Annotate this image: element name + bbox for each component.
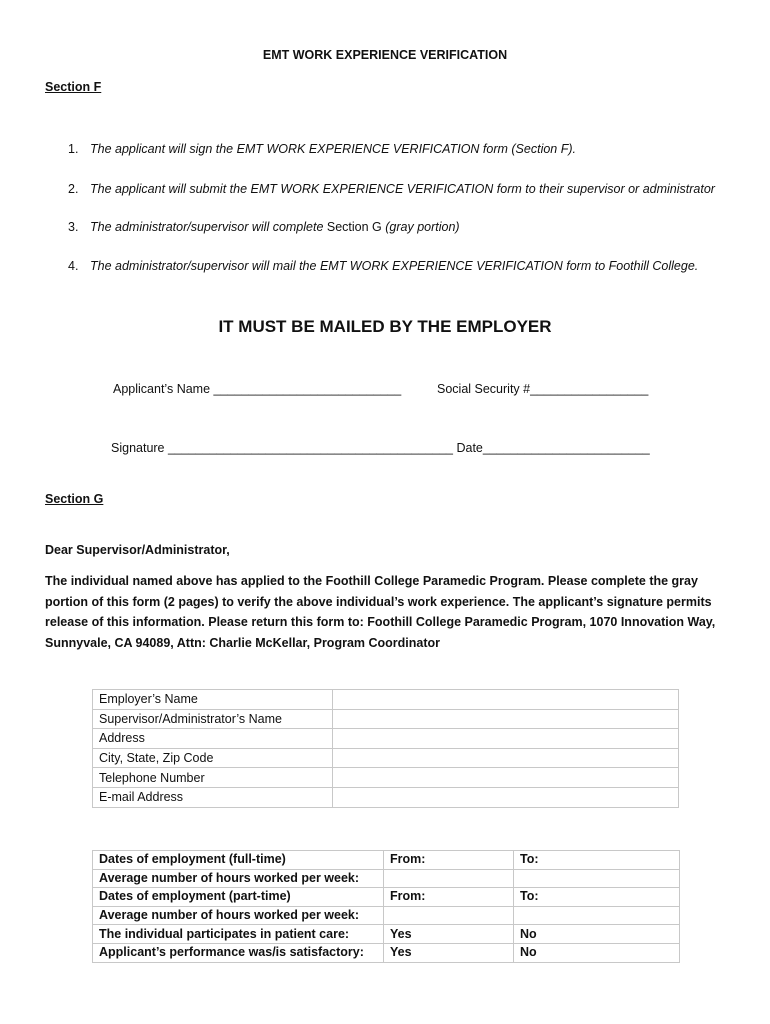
- mailed-notice: IT MUST BE MAILED BY THE EMPLOYER: [218, 317, 552, 336]
- no-option[interactable]: No: [514, 943, 680, 962]
- address-input[interactable]: [333, 729, 679, 749]
- step-number: 1.: [68, 142, 79, 156]
- row-label: Dates of employment (part-time): [93, 888, 384, 907]
- step-number: 3.: [68, 220, 79, 234]
- hours-cell[interactable]: [514, 906, 680, 925]
- row-label: Supervisor/Administrator’s Name: [93, 709, 333, 729]
- to-cell[interactable]: To:: [514, 851, 680, 870]
- row-label: Address: [93, 729, 333, 749]
- yes-option[interactable]: Yes: [384, 943, 514, 962]
- to-cell[interactable]: To:: [514, 888, 680, 907]
- row-label: Applicant’s performance was/is satisfactory:: [93, 943, 384, 962]
- table-row: [93, 925, 680, 944]
- row-label: The individual participates in patient care:: [93, 925, 384, 944]
- instruction-list: [68, 139, 728, 296]
- step-text: The applicant will submit the EMT WORK EXPERIENCE VERIFICATION form to their supervisor or administrator: [90, 182, 715, 196]
- table-row: [93, 888, 680, 907]
- step-text-part: (gray portion): [381, 220, 460, 234]
- table-row: [93, 748, 679, 768]
- supervisor-name-input[interactable]: [333, 709, 679, 729]
- table-row: [93, 851, 680, 870]
- no-option[interactable]: No: [514, 925, 680, 944]
- hours-cell[interactable]: [514, 869, 680, 888]
- telephone-input[interactable]: [333, 768, 679, 788]
- email-input[interactable]: [333, 787, 679, 807]
- employment-details-table: [92, 850, 680, 963]
- employer-name-input[interactable]: [333, 690, 679, 710]
- city-state-zip-input[interactable]: [333, 748, 679, 768]
- instruction-step: [68, 179, 728, 199]
- table-row: [93, 729, 679, 749]
- from-cell[interactable]: From:: [384, 888, 514, 907]
- ssn-field[interactable]: Social Security #_________________: [437, 382, 649, 396]
- yes-option[interactable]: Yes: [384, 925, 514, 944]
- row-label: Telephone Number: [93, 768, 333, 788]
- step-number: 4.: [68, 259, 79, 273]
- row-label: Average number of hours worked per week:: [93, 906, 384, 925]
- section-g-heading: Section G: [45, 492, 104, 506]
- step-text-part: The administrator/supervisor will complete: [90, 220, 327, 234]
- employer-info-table: [92, 689, 679, 808]
- table-row: [93, 768, 679, 788]
- instructions-paragraph: The individual named above has applied to the Foothill College Paramedic Program. Please complete the gray portion of this form (2 pages) to verify the above individual’s work experience. The applicant’s signature permits release of this information. Please return this form to: Foothill College Paramedic Program, 1070 Innovation Way, Sunnyvale, CA 94089, Attn: Charlie McKellar, Program Coordinator: [45, 574, 716, 650]
- step-text: The applicant will sign the EMT WORK EXPERIENCE VERIFICATION form (Section F).: [90, 142, 576, 156]
- hours-cell[interactable]: [384, 869, 514, 888]
- hours-cell[interactable]: [384, 906, 514, 925]
- row-label: Employer’s Name: [93, 690, 333, 710]
- step-text-part: Section G: [326, 220, 382, 234]
- row-label: City, State, Zip Code: [93, 748, 333, 768]
- applicant-name-field[interactable]: Applicant’s Name ___________________________: [113, 382, 402, 396]
- table-row: [93, 709, 679, 729]
- section-f-heading: Section F: [45, 80, 102, 94]
- table-row: [93, 690, 679, 710]
- table-row: [93, 943, 680, 962]
- signature-date-field[interactable]: Signature _________________________________________ Date________________________: [111, 441, 650, 455]
- table-row: [93, 906, 680, 925]
- instruction-step: [68, 256, 728, 276]
- from-cell[interactable]: From:: [384, 851, 514, 870]
- step-number: 2.: [68, 182, 79, 196]
- step-text: The administrator/supervisor will mail the EMT WORK EXPERIENCE VERIFICATION form to Foothill College.: [90, 259, 699, 273]
- instruction-step: [68, 139, 728, 159]
- greeting: Dear Supervisor/Administrator,: [45, 543, 230, 557]
- instruction-step: [68, 217, 728, 237]
- row-label: E-mail Address: [93, 787, 333, 807]
- row-label: Dates of employment (full-time): [93, 851, 384, 870]
- step-text: [90, 217, 460, 237]
- table-row: [93, 869, 680, 888]
- table-row: [93, 787, 679, 807]
- row-label: Average number of hours worked per week:: [93, 869, 384, 888]
- document-title: EMT WORK EXPERIENCE VERIFICATION: [262, 48, 508, 62]
